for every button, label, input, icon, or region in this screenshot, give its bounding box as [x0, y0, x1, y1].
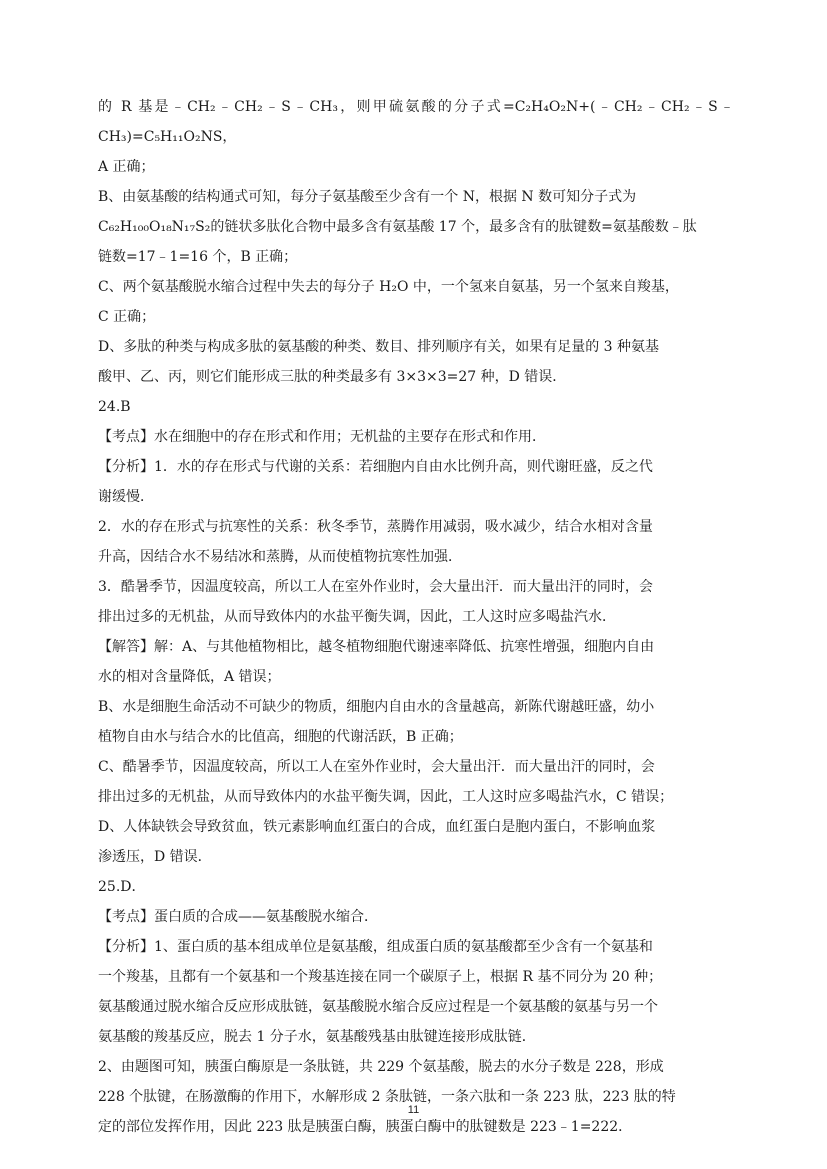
answer-heading: 25.D．: [98, 879, 146, 895]
text-line: B、由氨基酸的结构通式可知，每分子氨基酸至少含有一个 N，根据 N 数可知分子式为: [98, 189, 637, 205]
text-line: 谢缓慢．: [98, 489, 154, 505]
text-line: 氨基酸通过脱水缩合反应形成肽链，氨基酸脱水缩合反应过程是一个氨基酸的氨基与另一个: [98, 999, 658, 1015]
text-line: C 正确；: [98, 309, 156, 325]
text-line: 【考点】蛋白质的合成——氨基酸脱水缩合．: [98, 909, 378, 925]
text-line: 水的相对含量降低，A 错误；: [98, 669, 281, 685]
text-line: C₆₂H₁₀₀O₁₈N₁₇S₂的链状多肽化合物中最多含有氨基酸 17 个，最多含有的肽键数=氨基酸数﹣肽: [98, 219, 697, 235]
text-line: D、多肽的种类与构成多肽的氨基酸的种类、数目、排列顺序有关，如果有足量的 3 种氨基: [98, 339, 660, 355]
text-line: 升高，因结合水不易结冰和蒸腾，从而使植物抗寒性加强．: [98, 549, 462, 565]
text-line: C、酷暑季节，因温度较高，所以工人在室外作业时，会大量出汗．而大量出汗的同时，会: [98, 759, 655, 775]
text-line: 【考点】水在细胞中的存在形式和作用；无机盐的主要存在形式和作用．: [98, 429, 546, 445]
text-line: 排出过多的无机盐，从而导致体内的水盐平衡失调，因此，工人这时应多喝盐汽水．: [98, 609, 616, 625]
text-line: 氨基酸的羧基反应，脱去 1 分子水，氨基酸残基由肽键连接形成肽链．: [98, 1029, 536, 1045]
text-line: 定的部位发挥作用，因此 223 肽是胰蛋白酶，胰蛋白酶中的肽键数是 223﹣1=222．: [98, 1119, 633, 1135]
text-line: A 正确；: [98, 159, 155, 175]
text-line: 3．酷暑季节，因温度较高，所以工人在室外作业时，会大量出汗．而大量出汗的同时，会: [98, 579, 653, 595]
text-line: 排出过多的无机盐，从而导致体内的水盐平衡失调，因此，工人这时应多喝盐汽水，C 错误；: [98, 789, 674, 805]
text-line: 植物自由水与结合水的比值高，细胞的代谢活跃，B 正确；: [98, 729, 463, 745]
text-line: 【解答】解：A、与其他植物相比，越冬植物细胞代谢速率降低、抗寒性增强，细胞内自由: [98, 639, 655, 655]
text-line: 2、由题图可知，胰蛋白酶原是一条肽链，共 229 个氨基酸，脱去的水分子数是 228，形成: [98, 1059, 664, 1075]
text-line: 的 R 基是﹣CH₂﹣CH₂﹣S﹣CH₃，则甲硫氨酸的分子式=C₂H₄O₂N+(﹣CH₂﹣CH₂﹣S﹣CH₃)=C₅H₁₁O₂NS，: [98, 99, 734, 145]
text-line: C、两个氨基酸脱水缩合过程中失去的每分子 H₂O 中，一个氢来自氨基，另一个氢来自羧基，: [98, 279, 679, 295]
text-line: 2．水的存在形式与抗寒性的关系：秋冬季节，蒸腾作用减弱，吸水减少，结合水相对含量: [98, 519, 653, 535]
answer-heading: 24.B: [98, 399, 131, 415]
text-line: 228 个肽键，在肠激酶的作用下，水解形成 2 条肽链，一条六肽和一条 223 肽，223 肽的特: [98, 1089, 676, 1105]
text-line: 酸甲、乙、丙，则它们能形成三肽的种类最多有 3×3×3=27 种，D 错误．: [98, 369, 567, 385]
text-line: 【分析】1．水的存在形式与代谢的关系：若细胞内自由水比例升高，则代谢旺盛，反之代: [98, 459, 653, 475]
text-line: D、人体缺铁会导致贫血，铁元素影响血红蛋白的合成，血红蛋白是胞内蛋白，不影响血浆: [98, 819, 656, 835]
page-number: 11: [407, 1104, 420, 1116]
body-text: [98, 92, 734, 1142]
text-line: 链数=17﹣1=16 个，B 正确；: [98, 249, 298, 265]
text-line: 一个羧基，且都有一个氨基和一个羧基连接在同一个碳原子上，根据 R 基不同分为 20 种；: [98, 969, 663, 985]
text-line: 渗透压，D 错误．: [98, 849, 212, 865]
text-line: B、水是细胞生命活动不可缺少的物质，细胞内自由水的含量越高，新陈代谢越旺盛，幼小: [98, 699, 655, 715]
text-line: 【分析】1、蛋白质的基本组成单位是氨基酸，组成蛋白质的氨基酸都至少含有一个氨基和: [98, 939, 653, 955]
